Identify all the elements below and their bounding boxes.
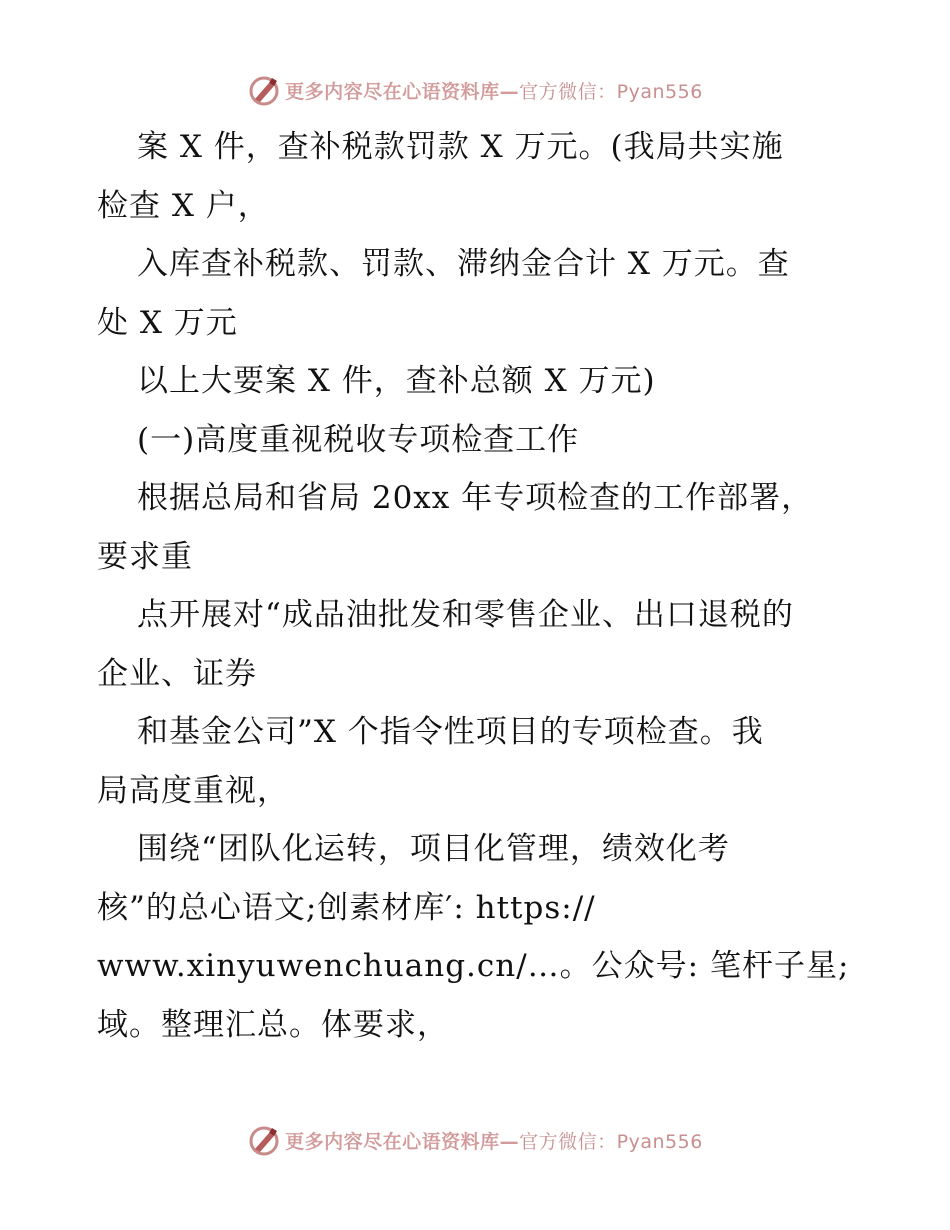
text-line: 企业、证券: [97, 655, 257, 692]
pen-circle-logo-icon: [247, 73, 281, 107]
header-banner: [0, 70, 950, 110]
text-line: 域。整理汇总。体要求，: [97, 1006, 449, 1043]
text-line: 处 X 万元: [97, 304, 238, 341]
text-line: 根据总局和省局 20xx 年专项检查的工作部署，: [137, 480, 814, 516]
text-line: 局高度重视，: [97, 772, 289, 809]
text-line: 入库查补税款、罚款、滞纳金合计 X 万元。查: [137, 246, 790, 282]
footer-banner-text: 更多内容尽在心语资料库—官方微信：Pyan556: [285, 1130, 703, 1153]
header-banner-text: 更多内容尽在心语资料库—官方微信：Pyan556: [285, 80, 703, 103]
pen-circle-logo-icon: [247, 1123, 281, 1157]
text-line: 和基金公司”X 个指令性项目的专项检查。我: [137, 714, 764, 750]
text-line: 围绕“团队化运转，项目化管理，绩效化考: [137, 831, 730, 867]
text-line: 检查 X 户，: [97, 187, 270, 224]
text-line: 点开展对“成品油批发和零售企业、出口退税的: [137, 597, 794, 633]
text-line: www.xinyuwenchuang.cn/…。公众号: 笔杆子星;: [97, 948, 850, 984]
text-line: 要求重: [97, 538, 193, 575]
footer-banner: [0, 1120, 950, 1160]
document-body: [97, 118, 867, 1054]
section-heading: (一)高度重视税收专项检查工作: [137, 421, 580, 458]
text-line: 以上大要案 X 件，查补总额 X 万元): [137, 363, 656, 399]
text-line: 核”的总心语文;创素材库′: https://: [97, 889, 596, 926]
text-line: 案 X 件，查补税款罚款 X 万元。(我局共实施: [137, 129, 784, 165]
